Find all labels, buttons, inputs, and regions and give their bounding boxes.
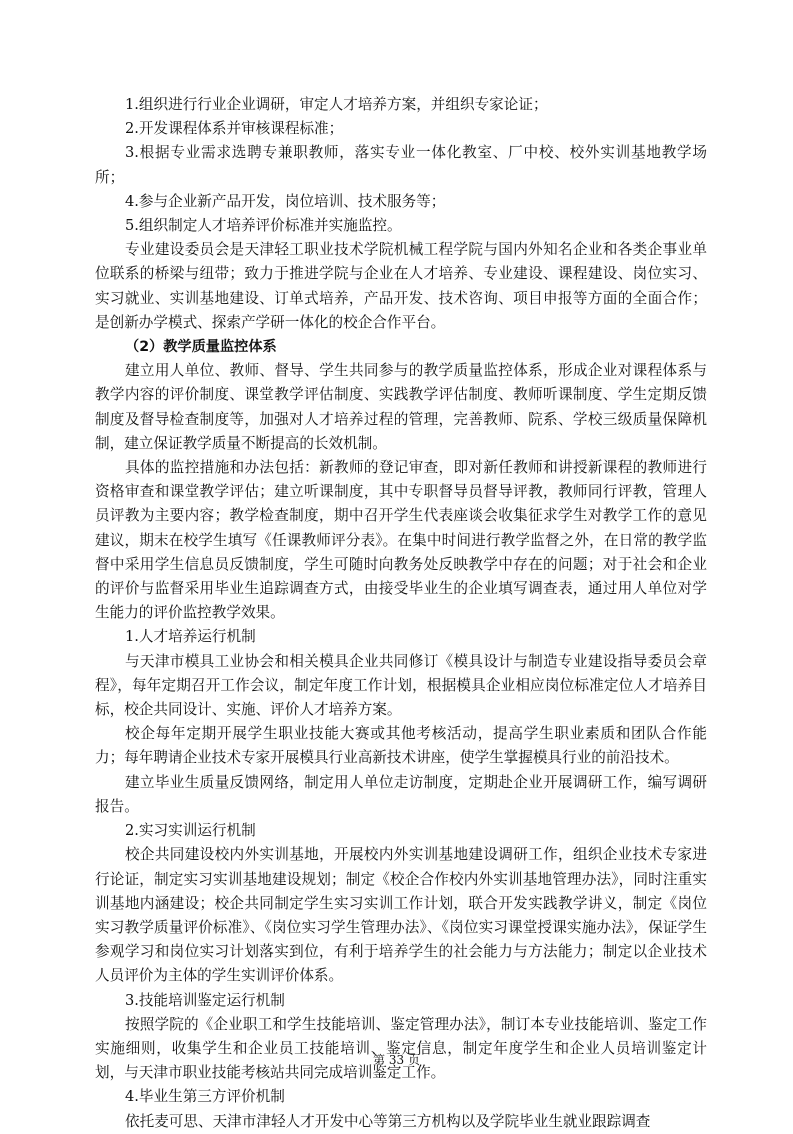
internship-paragraph: 校企共同建设校内外实训基地，开展校内外实训基地建设调研工作，组织企业技术专家进行论证，制定实习实训基地建设规划；制定《校企合作校内外实训基地管理办法》，同时注重实训基地内涵建设；校企共同制定学生实习实训工作计划，联合开发实践教学讲义，制定《岗位实习教学质量评价标准》、《岗位实习学生管理办法》、《岗位实习课堂授课实施办法》，保证学生参观学习和岗位实习计划落实到位，有利于培养学生的社会能力与方法能力；制定以企业技术人员评价为主体的学生实训评价体系。: [95, 846, 707, 985]
committee-paragraph: 专业建设委员会是天津轻工职业技术学院机械工程学院与国内外知名企业和各类企事业单位联系的桥梁与纽带；致力于推进学院与企业在人才培养、专业建设、课程建设、岗位实习、实习就业、实训基地建设、订单式培养，产品开发、技术咨询、项目申报等方面的全面合作；是创新办学模式、探索产学研一体化的校企合作平台。: [95, 241, 707, 331]
subheading-talent-mechanism: 1.人才培养运行机制: [125, 628, 256, 646]
talent-paragraph-2: 校企每年定期开展学生职业技能大赛或其他考核活动，提高学生职业素质和团队合作能力；每年聘请企业技术专家开展模具行业高新技术讲座，使学生掌握模具行业的前沿技术。: [95, 725, 707, 767]
document-body: [95, 93, 707, 1134]
list-item-4: 4.参与企业新产品开发，岗位培训、技术服务等；: [125, 192, 446, 210]
subheading-internship-mechanism: 2.实习实训运行机制: [125, 822, 256, 840]
subheading-skills-mechanism: 3.技能培训鉴定运行机制: [125, 991, 285, 1009]
skills-paragraph: 按照学院的《企业职工和学生技能培训、鉴定管理办法》，制订本专业技能培训、鉴定工作实施细则，收集学生和企业员工技能培训、鉴定信息，制定年度学生和企业人员培训鉴定计划，与天津市职业技能考核站共同完成培训鉴定工作。: [95, 1015, 707, 1082]
list-item-1: 1.组织进行行业企业调研，审定人才培养方案，并组织专家论证；: [125, 96, 548, 113]
subheading-third-party-mechanism: 4.毕业生第三方评价机制: [125, 1088, 285, 1106]
monitoring-measures-paragraph: 具体的监控措施和办法包括：新教师的登记审查，即对新任教师和讲授新课程的教师进行资格审查和课堂教学评估；建立听课制度，其中专职督导员督导评教，教师同行评教，管理人员评教为主要内容；教学检查制度，期中召开学生代表座谈会收集征求学生对教学工作的意见建议，期末在校学生填写《任课教师评分表》。在集中时间进行教学监督之外，在日常的教学监督中采用学生信息员反馈制度，学生可随时向教务处反映教学中存在的问题；对于社会和企业的评价与监督采用毕业生追踪调查方式，由接受毕业生的企业填写调查表，通过用人单位对学生能力的评价监控教学效果。: [95, 459, 707, 622]
page-number: 第 33 页: [373, 1053, 420, 1067]
third-party-paragraph: 依托麦可思、天津市津轻人才开发中心等第三方机构以及学院毕业生就业跟踪调查: [125, 1112, 651, 1130]
talent-paragraph-1: 与天津市模具工业协会和相关模具企业共同修订《模具设计与制造专业建设指导委员会章程》，每年定期召开工作会议，制定年度工作计划，根据模具企业相应岗位标准定位人才培养目标，校企共同设计、实施、评价人才培养方案。: [95, 652, 707, 719]
section-heading: （2）教学质量监控体系: [125, 339, 277, 356]
list-item-5: 5.组织制定人才培养评价标准并实施监控。: [125, 217, 402, 235]
list-item-3: 3.根据专业需求选聘专兼职教师，落实专业一体化教室、厂中校、校外实训基地教学场所；: [95, 144, 707, 186]
monitoring-system-paragraph: 建立用人单位、教师、督导、学生共同参与的教学质量监控体系，形成企业对课程体系与教学内容的评价制度、课堂教学评估制度、实践教学评估制度、教师听课制度、学生定期反馈制度及督导检查制度等，加强对人才培养过程的管理，完善教师、院系、学校三级质量保障机制，建立保证教学质量不断提高的长效机制。: [95, 362, 707, 452]
list-item-2: 2.开发课程体系并审核课程标准；: [125, 120, 344, 138]
talent-paragraph-3: 建立毕业生质量反馈网络，制定用人单位走访制度，定期赴企业开展调研工作，编写调研报告。: [95, 773, 707, 815]
